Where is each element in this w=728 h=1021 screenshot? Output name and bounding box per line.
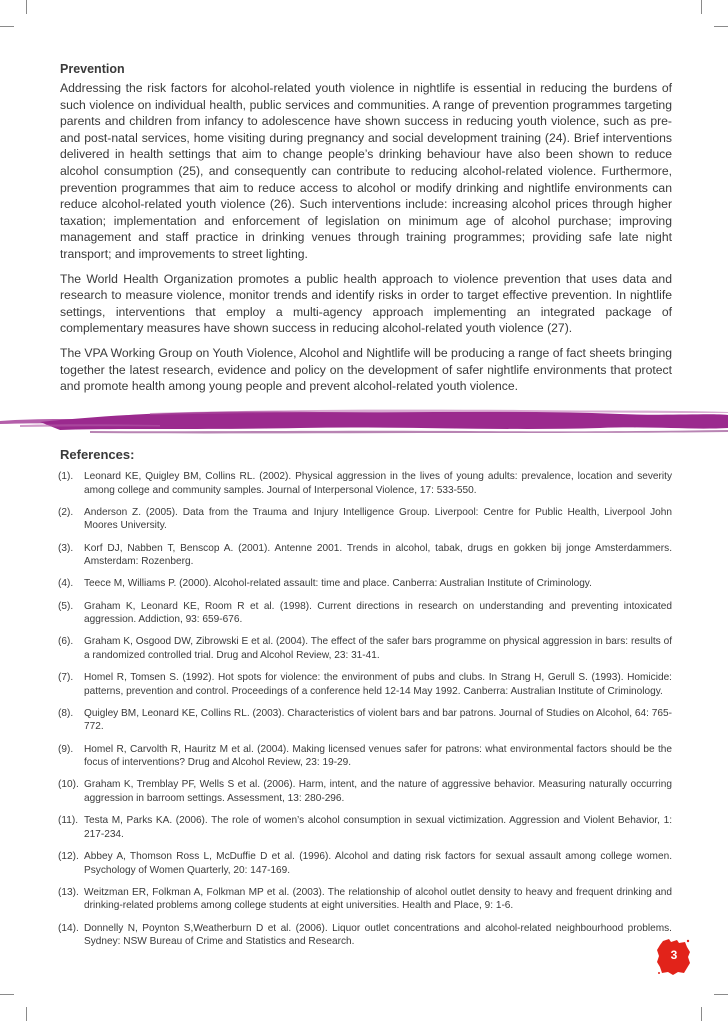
reference-text: Graham K, Tremblay PF, Wells S et al. (2006). Harm, intent, and the nature of aggressive behavior. Measuring naturally occurring aggression in barroom settings. Assessment, 13: 280-296. xyxy=(84,779,672,805)
reference-item xyxy=(60,506,672,533)
reference-number: (1). xyxy=(58,471,74,482)
page-number: 3 xyxy=(670,948,678,962)
prevention-paragraph-3: The VPA Working Group on Youth Violence, Alcohol and Nightlife will be producing a range of fact sheets bringing together the latest research, evidence and policy on the development of safer nightlife environments that protect and promote health among young people and prevent alcohol-related youth violence. xyxy=(60,345,672,394)
reference-text: Graham K, Leonard KE, Room R et al. (1998). Current directions in research on understanding and preventing intoxicated aggression. Addiction, 93: 659-676. xyxy=(84,600,672,626)
reference-item xyxy=(60,542,672,569)
crop-mark-bottom-right-h xyxy=(714,994,728,995)
reference-number: (7). xyxy=(58,672,74,684)
reference-text: Quigley BM, Leonard KE, Collins RL. (2003). Characteristics of violent bars and bar patrons. Journal of Studies on Alcohol, 64: 765-772. xyxy=(84,707,672,733)
reference-item xyxy=(60,743,672,770)
reference-text: Korf DJ, Nabben T, Benscop A. (2001). Antenne 2001. Trends in alcohol, tabak, drugs en gokken bij jonge Amsterdammers. Amsterdam: Rozenberg. xyxy=(84,542,672,568)
brush-stroke-main xyxy=(40,411,728,430)
crop-mark-top-right-h xyxy=(714,26,728,27)
crop-mark-top-left-v xyxy=(26,0,27,14)
references-section xyxy=(60,447,672,957)
reference-item xyxy=(60,814,672,841)
prevention-section xyxy=(60,62,672,403)
references-heading: References: xyxy=(60,447,135,462)
reference-number: (12). xyxy=(58,851,79,862)
prevention-paragraph-2: The World Health Organization promotes a public health approach to violence prevention that uses data and research to measure violence, monitor trends and identify risks in order to target effective prevention. In nightlife settings, interventions that employ a multi-agency approach implementing an integrated package of complementary measures have shown success in reducing alcohol-related youth violence (27). xyxy=(60,271,672,336)
reference-number: (9). xyxy=(58,743,74,755)
brush-stroke-bottom-fray xyxy=(90,430,728,433)
prevention-paragraph-1: Addressing the risk factors for alcohol-related youth violence in nightlife is essential in reducing the burdens of such violence on individual health, public services and communities. A range of prevention programmes targeting parents and children from infancy to adolescence have shown success in reducing youth violence, such as pre- and post-natal services, home visiting during pregnancy and social development training (24). Brief interventions delivered in health settings that aim to change people’s drinking behaviour have also been shown to reduce alcohol consumption (25), and consequently can contribute to reducing alcohol-related violence. Furthermore, prevention programmes that aim to reduce access to alcohol or modify drinking and nightlife environments can reduce alcohol-related youth violence (26). Such interventions include: increasing alcohol prices through higher taxation; implementation and enforcement of legislation on minimum age of alcohol purchase; improving management and staff practice in drinking venues through training programmes; providing safe late night transport; and improvements to street lighting. xyxy=(60,81,672,261)
crop-mark-bottom-left-h xyxy=(0,994,14,995)
reference-item xyxy=(60,922,672,949)
reference-text: Homel R, Tomsen S. (1992). Hot spots for violence: the environment of pubs and clubs. In Strang H, Gerull S. (1993). Homicide: patterns, prevention and control. Proceedings of a conference held 12-14 May 1992. Canberra: Australian Institute of Criminology. xyxy=(84,672,672,697)
reference-number: (8). xyxy=(58,707,74,719)
reference-text: Donnelly N, Poynton S,Weatherburn D et al. (2006). Liquor outlet concentrations and alcohol-related neighbourhood problems. Sydney: NSW Bureau of Crime and Statistics and Research. xyxy=(84,922,672,948)
crop-mark-bottom-right-v xyxy=(701,1007,702,1021)
prevention-heading: Prevention xyxy=(60,62,125,76)
reference-number: (11). xyxy=(58,815,79,827)
reference-item xyxy=(60,635,672,662)
reference-text: Weitzman ER, Folkman A, Folkman MP et al. (2003). The relationship of alcohol outlet density to heavy and frequent drinking and drinking-related problems among college students at eight universities. Health and Place, 9: 1-6. xyxy=(84,886,672,912)
reference-number: (3). xyxy=(58,542,74,554)
reference-item xyxy=(60,886,672,913)
reference-text: Graham K, Osgood DW, Zibrowski E et al. (2004). The effect of the safer bars programme on physical aggression in bars: results of a randomized controlled trial. Drug and Alcohol Review, 23: 31-41. xyxy=(84,636,672,661)
reference-item xyxy=(60,470,672,497)
page-number-badge xyxy=(657,938,691,976)
reference-item xyxy=(60,671,672,698)
brush-stroke-divider xyxy=(0,404,728,438)
reference-number: (5). xyxy=(58,600,74,612)
crop-mark-top-right-v xyxy=(701,0,702,14)
reference-text: Teece M, Williams P. (2000). Alcohol-related assault: time and place. Canberra: Australian Institute of Criminology. xyxy=(84,578,592,590)
reference-item xyxy=(60,707,672,734)
reference-text: Leonard KE, Quigley BM, Collins RL. (2002). Physical aggression in the lives of young adults: prevalence, location and severity among college and community samples. Journal of Interpersonal Violence, 17: 533-550. xyxy=(84,471,672,496)
crop-mark-bottom-left-v xyxy=(26,1007,27,1021)
reference-text: Testa M, Parks KA. (2006). The role of women’s alcohol consumption in sexual victimization. Aggression and Violent Behavior, 1: 217-234. xyxy=(84,815,672,840)
reference-item xyxy=(60,850,672,877)
reference-item xyxy=(60,577,672,591)
reference-number: (4). xyxy=(58,578,74,590)
crop-mark-top-left-h xyxy=(0,26,14,27)
reference-number: (14). xyxy=(58,922,79,934)
reference-item xyxy=(60,600,672,627)
reference-text: Homel R, Carvolth R, Hauritz M et al. (2004). Making licensed venues safer for patrons: what environmental factors should be the focus of interventions? Drug and Alcohol Review, 23: 19-29. xyxy=(84,743,672,769)
reference-text: Abbey A, Thomson Ross L, McDuffie D et al. (1996). Alcohol and dating risk factors for sexual assault among college women. Psychology of Women Quarterly, 20: 147-169. xyxy=(84,851,672,876)
reference-number: (2). xyxy=(58,506,74,518)
reference-item xyxy=(60,778,672,805)
reference-number: (6). xyxy=(58,636,74,648)
reference-number: (13). xyxy=(58,886,79,898)
reference-text: Anderson Z. (2005). Data from the Trauma and Injury Intelligence Group. Liverpool: Centre for Public Health, Liverpool John Moores University. xyxy=(84,506,672,532)
reference-number: (10). xyxy=(58,779,79,791)
